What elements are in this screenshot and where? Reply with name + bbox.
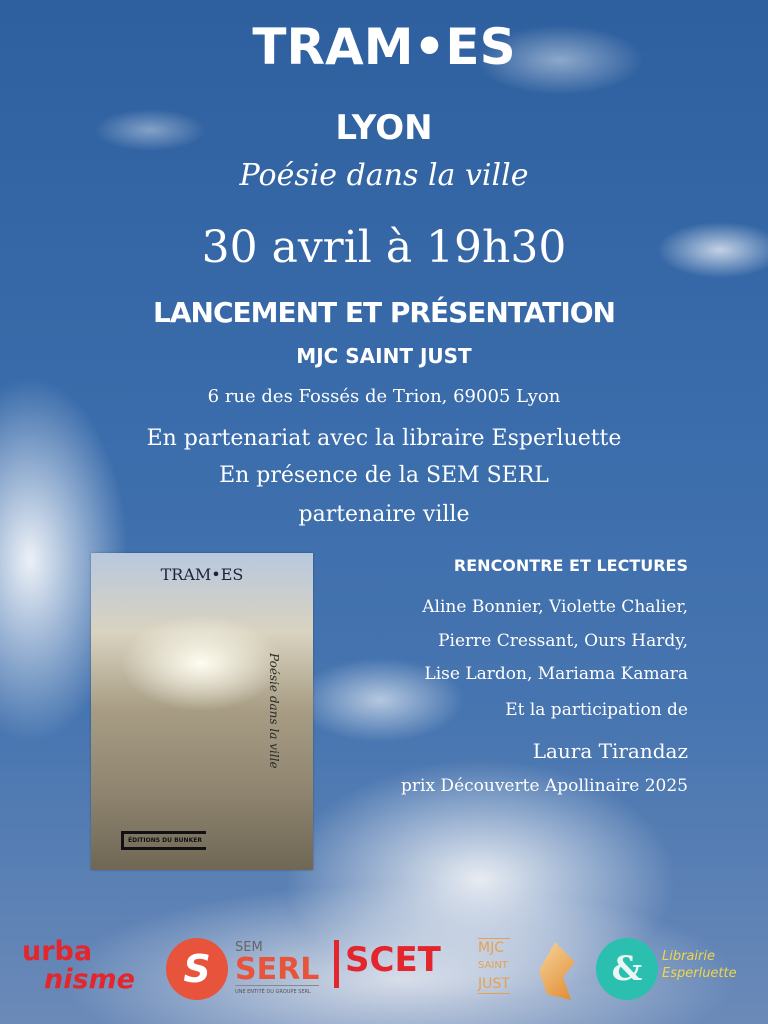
guest-name: Laura Tirandaz	[532, 739, 688, 763]
partner-line: En présence de la SEM SERL	[219, 463, 549, 488]
guest-award: prix Découverte Apollinaire 2025	[401, 776, 688, 796]
reader-names: Pierre Cressant, Ours Hardy,	[438, 631, 688, 651]
readings-heading: RENCONTRE ET LECTURES	[453, 556, 688, 575]
librairie-logo: Librairie Esperluette	[662, 949, 737, 981]
reader-names: Aline Bonnier, Violette Chalier,	[422, 597, 688, 617]
mjc-emblem-icon	[535, 942, 575, 1000]
event-datetime: 30 avril à 19h30	[201, 222, 567, 273]
address: 6 rue des Fossés de Trion, 69005 Lyon	[207, 386, 561, 407]
event-type: LANCEMENT ET PRÉSENTATION	[153, 296, 615, 329]
scet-logo: SCET	[334, 940, 441, 988]
book-cover	[91, 553, 313, 870]
publisher-logo: ÉDITIONS DU BUNKER	[121, 831, 206, 850]
poster-title: TRAM•ES	[252, 18, 516, 76]
participation-label: Et la participation de	[505, 700, 688, 720]
venue: MJC SAINT JUST	[296, 344, 472, 368]
serl-logo: SEM SERL UNE ENTITÉ DU GROUPE SERL	[235, 940, 320, 995]
subtitle: Poésie dans la ville	[239, 158, 529, 193]
reader-names: Lise Lardon, Mariama Kamara	[424, 664, 688, 684]
book-title: TRAM•ES	[160, 565, 244, 584]
urbanisme-logo: urba nisme	[22, 936, 135, 995]
partner-line: partenaire ville	[298, 502, 470, 527]
book-spine-title: Poésie dans la ville	[267, 653, 281, 769]
serl-s-icon: S	[166, 938, 228, 1000]
partner-line: En partenariat avec la libraire Esperluette	[146, 426, 622, 451]
esperluette-ampersand-icon: &	[596, 938, 658, 1000]
partner-logos	[0, 930, 768, 1015]
city: LYON	[335, 108, 433, 148]
mjc-logo: MJC SAINT JUST	[478, 940, 510, 992]
